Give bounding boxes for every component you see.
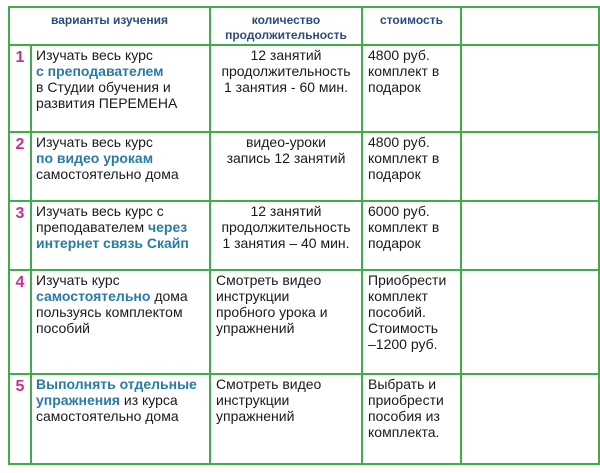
empty-cell bbox=[461, 201, 599, 270]
option-highlight: Выполнять отдельные упражнения bbox=[36, 376, 197, 408]
duration-line: Смотреть видео bbox=[216, 376, 322, 392]
option-highlight: самостоятельно bbox=[36, 288, 151, 304]
duration-line: 12 занятий bbox=[250, 203, 322, 219]
option-highlight: по видео урокам bbox=[36, 150, 154, 166]
row-number: 3 bbox=[15, 205, 25, 222]
duration-text bbox=[211, 46, 361, 95]
duration-line: инструкции bbox=[216, 392, 290, 408]
empty-cell bbox=[461, 270, 599, 374]
header-empty-cell bbox=[461, 7, 599, 45]
cost-line: комплект в bbox=[368, 63, 440, 79]
cost-line: 6000 руб. bbox=[368, 203, 430, 219]
cost-line: приобрести bbox=[368, 392, 444, 408]
empty-cell bbox=[461, 374, 599, 464]
cost-text bbox=[363, 202, 460, 252]
header-duration-line1: количество bbox=[251, 13, 321, 27]
cost-line: пособия из bbox=[368, 408, 440, 424]
option-text bbox=[32, 202, 209, 252]
option-pre: Изучать весь курс bbox=[36, 47, 153, 63]
cost-line: комплекта. bbox=[368, 424, 440, 440]
header-duration bbox=[211, 8, 361, 43]
option-post: в Студии обучения и развития ПЕРЕМЕНА bbox=[36, 79, 178, 111]
option-post: дома пользуясь комплектом пособий bbox=[36, 288, 188, 336]
cost-line: 4800 руб. bbox=[368, 47, 430, 63]
option-text bbox=[32, 375, 209, 425]
option-highlight: с преподавателем bbox=[36, 63, 164, 79]
cost-text bbox=[363, 133, 460, 183]
cost-line: пособий. bbox=[368, 304, 426, 320]
duration-text bbox=[211, 202, 361, 251]
duration-text bbox=[211, 271, 361, 336]
row-number: 5 bbox=[15, 378, 25, 395]
duration-line: Смотреть видео bbox=[216, 272, 322, 288]
option-pre: Изучать курс bbox=[36, 272, 120, 288]
duration-line: продолжительность bbox=[221, 63, 351, 79]
table-row bbox=[9, 270, 599, 374]
row-number: 4 bbox=[15, 274, 25, 291]
option-pre: Изучать весь курс с преподавателем bbox=[36, 203, 164, 235]
table-row bbox=[9, 374, 599, 464]
cost-text bbox=[363, 375, 460, 441]
header-cost: стоимость bbox=[380, 13, 443, 27]
header-options: варианты изучения bbox=[51, 13, 168, 27]
cost-line: подарок bbox=[368, 79, 421, 95]
option-post: самостоятельно дома bbox=[36, 166, 179, 182]
cost-line: 4800 руб. bbox=[368, 134, 430, 150]
option-text bbox=[32, 133, 209, 183]
table-row bbox=[9, 132, 599, 201]
empty-cell bbox=[461, 45, 599, 132]
duration-line: инструкции bbox=[216, 288, 290, 304]
option-post: из курса самостоятельно дома bbox=[36, 392, 179, 424]
header-options-cell bbox=[9, 7, 210, 45]
duration-line: 1 занятия – 40 мин. bbox=[222, 235, 350, 251]
duration-line: упражнений bbox=[216, 320, 295, 336]
option-text bbox=[32, 271, 209, 337]
table-row bbox=[9, 201, 599, 270]
duration-text bbox=[211, 375, 361, 424]
cost-line: подарок bbox=[368, 166, 421, 182]
option-highlight: через интернет связь Скайп bbox=[36, 219, 189, 251]
duration-line: запись 12 занятий bbox=[226, 150, 346, 166]
duration-line: продолжительность bbox=[221, 219, 351, 235]
option-pre: Изучать весь курс bbox=[36, 134, 153, 150]
pricing-table bbox=[8, 6, 600, 465]
row-number: 2 bbox=[15, 136, 25, 153]
cost-line: Выбрать и bbox=[368, 376, 437, 392]
duration-line: упражнений bbox=[216, 408, 295, 424]
duration-line: видео-уроки bbox=[245, 134, 327, 150]
cost-line: Приобрести bbox=[368, 272, 447, 288]
cost-line: подарок bbox=[368, 235, 421, 251]
header-cost-cell bbox=[362, 7, 461, 45]
option-text bbox=[32, 46, 209, 112]
cost-text bbox=[363, 46, 460, 96]
header-duration-line2: продолжительность bbox=[225, 28, 347, 42]
header-row bbox=[9, 7, 599, 45]
duration-line: пробного урока и bbox=[216, 304, 328, 320]
cost-line: комплект в bbox=[368, 150, 440, 166]
duration-line: 1 занятия - 60 мин. bbox=[224, 79, 348, 95]
cost-line: комплект bbox=[368, 288, 428, 304]
cost-line: –1200 руб. bbox=[368, 336, 438, 352]
cost-line: Стоимость bbox=[368, 320, 439, 336]
duration-text bbox=[211, 133, 361, 166]
empty-cell bbox=[461, 132, 599, 201]
table-row bbox=[9, 45, 599, 132]
cost-line: комплект в bbox=[368, 219, 440, 235]
duration-line: 12 занятий bbox=[250, 47, 322, 63]
header-duration-cell bbox=[210, 7, 362, 45]
row-number: 1 bbox=[15, 49, 25, 66]
cost-text bbox=[363, 271, 460, 353]
